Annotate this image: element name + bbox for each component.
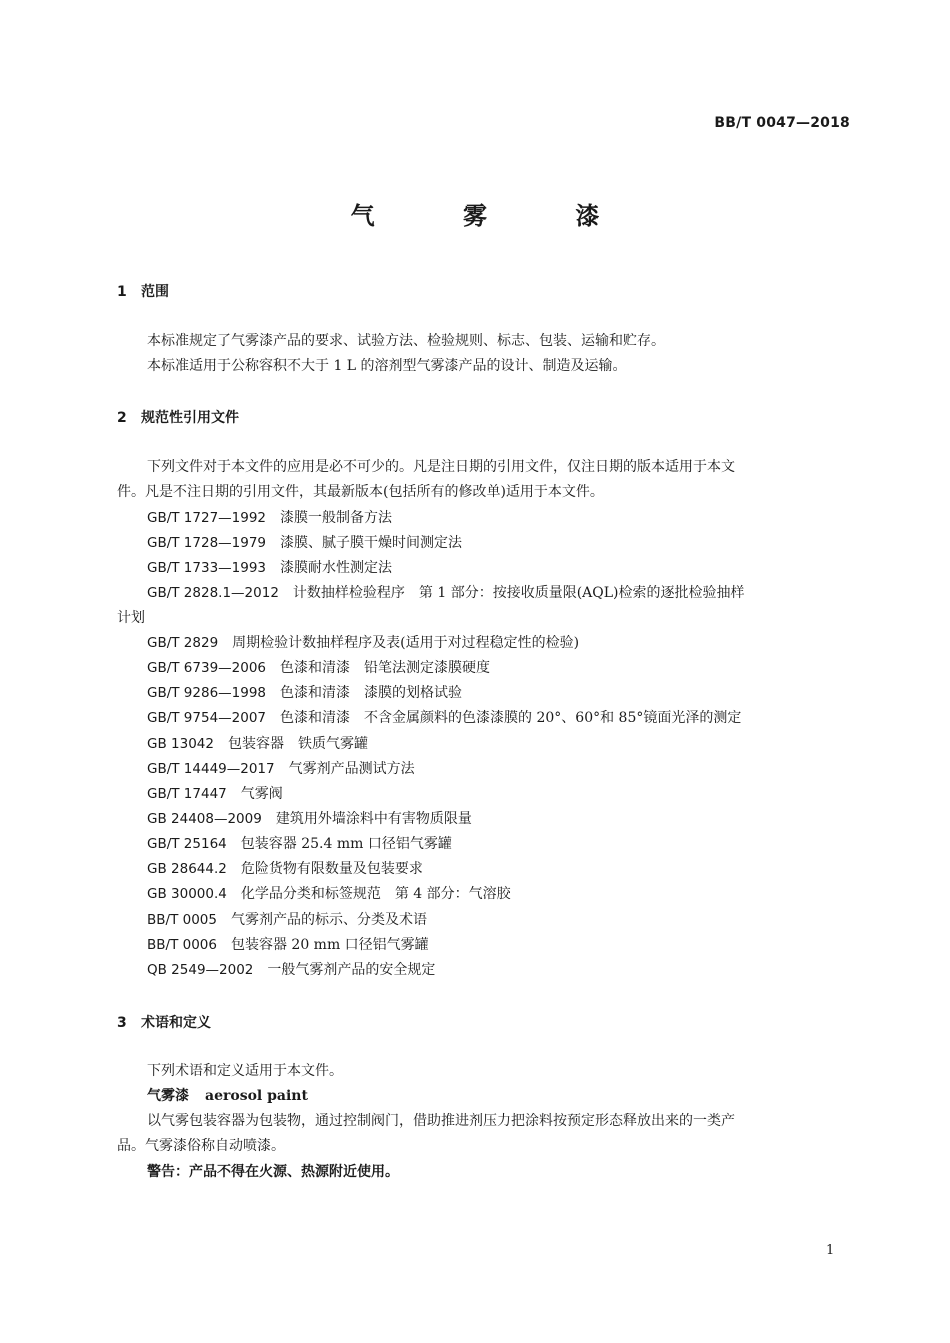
reference-item <box>147 657 490 677</box>
reference-code: GB/T 6739—2006 <box>147 660 267 676</box>
reference-name: 计数抽样检验程序 第 1 部分：按接收质量限(AQL)检索的逐批检验抽样 <box>292 585 745 601</box>
warning-note: 警告：产品不得在火源、热源附近使用。 <box>147 1164 399 1180</box>
reference-name: 周期检验计数抽样程序及表(适用于对过程稳定性的检验) <box>232 635 580 651</box>
term-definition-line-2: 品。气雾漆俗称自动喷漆。 <box>117 1138 285 1154</box>
reference-item <box>147 733 368 753</box>
term-english: aerosol paint <box>205 1088 308 1104</box>
reference-name: 气雾阀 <box>240 786 283 802</box>
reference-code: GB/T 9286—1998 <box>147 685 267 701</box>
reference-name: 建筑用外墙涂料中有害物质限量 <box>275 811 472 827</box>
reference-item <box>147 557 392 577</box>
section-number: 2 <box>117 410 127 426</box>
section-2-heading <box>117 407 239 427</box>
section-number: 3 <box>117 1015 127 1031</box>
document-code: BB/T 0047—2018 <box>714 115 850 131</box>
document-title: 气 雾 漆 <box>350 202 640 230</box>
reference-item <box>147 707 741 727</box>
reference-code: QB 2549—2002 <box>147 962 254 978</box>
reference-code: GB/T 9754—2007 <box>147 710 267 726</box>
reference-name: 危险货物有限数量及包装要求 <box>240 861 423 877</box>
scope-paragraph-1: 本标准规定了气雾漆产品的要求、试验方法、检验规则、标志、包装、运输和贮存。 <box>147 333 665 349</box>
reference-code: GB/T 14449—2017 <box>147 761 275 777</box>
terms-intro: 下列术语和定义适用于本文件。 <box>147 1063 343 1079</box>
reference-code: GB/T 2829 <box>147 635 219 651</box>
reference-name: 包装容器 20 mm 口径铝气雾罐 <box>230 937 429 953</box>
section-number: 1 <box>117 284 127 300</box>
reference-code: GB/T 1728—1979 <box>147 535 267 551</box>
reference-name: 漆膜一般制备方法 <box>280 510 393 526</box>
reference-name: 包装容器 铁质气雾罐 <box>227 736 368 752</box>
references-intro-line-2: 件。凡是不注日期的引用文件，其最新版本(包括所有的修改单)适用于本文件。 <box>117 484 604 500</box>
reference-item <box>147 909 427 929</box>
reference-code: GB/T 1733—1993 <box>147 560 267 576</box>
reference-item-continuation: 计划 <box>117 610 145 626</box>
reference-name: 气雾剂产品的标示、分类及术语 <box>230 912 427 928</box>
reference-code: BB/T 0005 <box>147 912 217 928</box>
page-number: 1 <box>826 1243 835 1258</box>
reference-code: GB 24408—2009 <box>147 811 262 827</box>
reference-item <box>147 934 429 954</box>
scope-paragraph-2: 本标准适用于公称容积不大于 1 L 的溶剂型气雾漆产品的设计、制造及运输。 <box>147 358 627 374</box>
references-intro-line-1: 下列文件对于本文件的应用是必不可少的。凡是注日期的引用文件，仅注日期的版本适用于本文 <box>147 459 735 475</box>
reference-code: GB 30000.4 <box>147 886 227 902</box>
reference-code: GB 13042 <box>147 736 214 752</box>
section-title: 范围 <box>141 284 169 300</box>
term-definition-line-1: 以气雾包装容器为包装物，通过控制阀门，借助推进剂压力把涂料按预定形态释放出来的一类产 <box>147 1113 735 1129</box>
reference-item <box>147 808 472 828</box>
reference-name: 漆膜耐水性测定法 <box>280 560 393 576</box>
reference-item <box>147 507 392 527</box>
reference-name: 化学品分类和标签规范 第 4 部分：气溶胶 <box>240 886 511 902</box>
reference-name: 色漆和清漆 不含金属颜料的色漆漆膜的 20°、60°和 85°镜面光泽的测定 <box>280 710 742 726</box>
reference-code: GB/T 25164 <box>147 836 227 852</box>
reference-code: GB/T 2828.1—2012 <box>147 585 279 601</box>
reference-code: GB 28644.2 <box>147 861 227 877</box>
reference-item <box>147 883 511 903</box>
reference-item <box>147 682 462 702</box>
reference-item <box>147 959 435 979</box>
section-1-heading <box>117 281 169 301</box>
reference-name: 包装容器 25.4 mm 口径铝气雾罐 <box>240 836 452 852</box>
reference-item <box>147 632 579 652</box>
reference-item <box>147 833 452 853</box>
term-chinese: 气雾漆 <box>147 1088 189 1104</box>
reference-name: 一般气雾剂产品的安全规定 <box>267 962 436 978</box>
section-title: 规范性引用文件 <box>141 410 239 426</box>
section-title: 术语和定义 <box>141 1015 211 1031</box>
reference-item <box>147 858 423 878</box>
term-entry <box>147 1085 308 1105</box>
reference-name: 漆膜、腻子膜干燥时间测定法 <box>280 535 463 551</box>
reference-code: GB/T 17447 <box>147 786 227 802</box>
reference-name: 气雾剂产品测试方法 <box>288 761 415 777</box>
reference-item <box>147 758 415 778</box>
reference-code: GB/T 1727—1992 <box>147 510 267 526</box>
reference-item <box>147 783 283 803</box>
reference-name: 色漆和清漆 铅笔法测定漆膜硬度 <box>280 660 491 676</box>
reference-item <box>147 532 462 552</box>
reference-name: 色漆和清漆 漆膜的划格试验 <box>280 685 463 701</box>
section-3-heading <box>117 1012 211 1032</box>
reference-item <box>147 582 745 602</box>
reference-code: BB/T 0006 <box>147 937 217 953</box>
